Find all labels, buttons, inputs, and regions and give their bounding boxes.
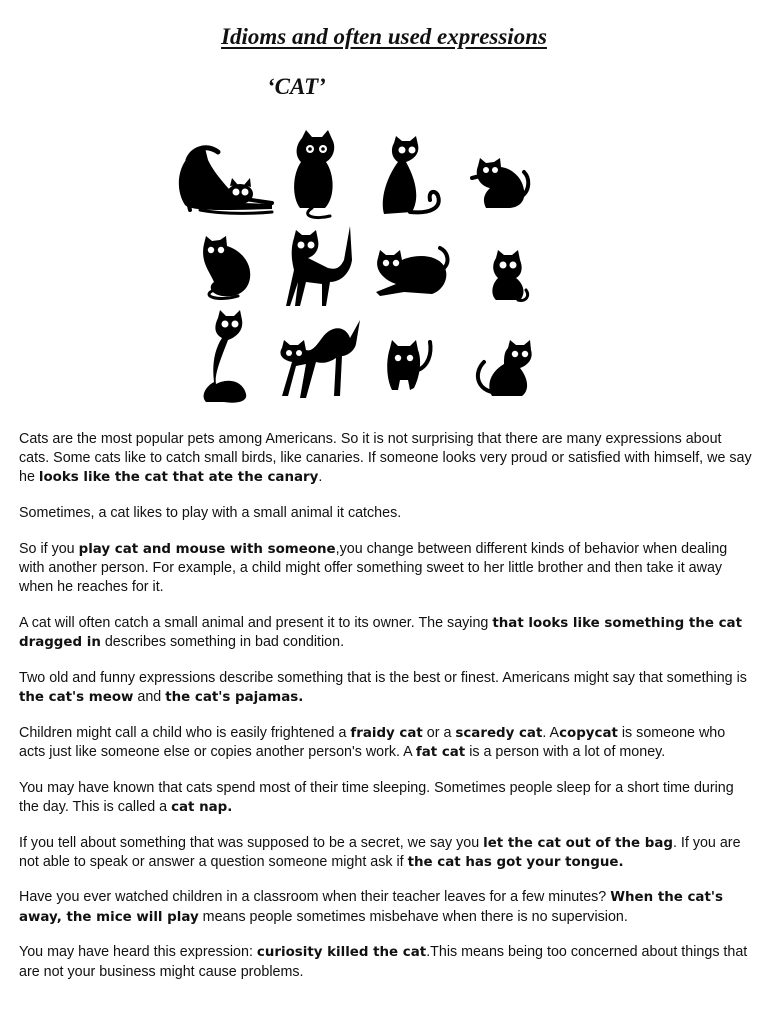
paragraph-text: If you tell about something that was supposed to be a secret, we say you (19, 834, 484, 851)
paragraph (19, 724, 754, 762)
paragraph (19, 430, 754, 488)
paragraph-text: You may have known that cats spend most of their time sleeping. Sometimes people sleep for a short time during the day. This is called a (19, 779, 734, 815)
paragraph-text: Children might call a child who is easily frightened a (19, 724, 351, 741)
idiom-phrase: cat nap. (171, 799, 233, 815)
paragraph (19, 834, 754, 872)
idiom-phrase: the cat's meow (19, 690, 134, 706)
paragraph-text: or a (422, 724, 456, 741)
sitting-cat-icon (294, 130, 334, 218)
paragraph (19, 779, 754, 817)
page-subtitle: ‘CAT’ (267, 74, 326, 99)
paragraph-text: describes something in bad condition. (100, 634, 345, 651)
paragraph-text: Have you ever watched children in a classroom when their teacher leaves for a few minutes? (19, 889, 611, 906)
paragraph-text: So if you (19, 540, 79, 557)
paragraph-text: is a person with a lot of money. (465, 743, 666, 760)
crouching-cat-icon (376, 248, 447, 296)
paragraph-text: . A (542, 724, 560, 741)
paragraph (19, 943, 754, 981)
idiom-phrase: that looks like something the cat dragged in (19, 615, 742, 651)
standing-cat-icon (286, 226, 352, 306)
paragraph (19, 614, 754, 652)
idiom-phrase: scaredy cat (455, 725, 543, 741)
paragraph-text: means people sometimes misbehave when there is no supervision. (198, 908, 628, 925)
boxy-cat-icon (387, 340, 430, 390)
page-title: Idioms and often used expressions (221, 24, 547, 49)
paragraph-text: You may have heard this expression: (19, 944, 257, 961)
looking-back-cat-icon (478, 340, 532, 396)
paragraph-text: Cats are the most popular pets among Americans. So it is not surprising that there are many expressions about cats. Some cats like to catch small birds, like canaries. If someone looks very proud or satisfied with himself, we say he (19, 431, 752, 486)
idiom-phrase: curiosity killed the cat (256, 945, 427, 961)
paragraph-text: Two old and funny expressions describe something that is the best or finest. Americans might say that something is (19, 669, 747, 686)
paragraph-text: is someone who acts just like someone else or copies another person's work. A (19, 724, 726, 760)
paragraph-text: .This means being too concerned about things that are not your business might cause problems. (19, 944, 748, 980)
paragraph-text: A cat will often catch a small animal and present it to its owner. The saying (19, 614, 493, 631)
paragraph-text: Sometimes, a cat likes to play with a small animal it catches. (19, 505, 402, 522)
paragraph (19, 504, 754, 523)
paragraph (19, 669, 754, 707)
small-sitting-cat-icon (492, 250, 527, 300)
idiom-phrase: looks like the cat that ate the canary (38, 470, 319, 486)
idiom-phrase: the cat's pajamas. (165, 690, 304, 706)
paragraph-text: . (318, 469, 323, 486)
stretching-cat-icon (179, 148, 272, 213)
idiom-phrase: play cat and mouse with someone (78, 541, 336, 557)
tall-sitting-cat-icon (204, 310, 247, 403)
article-body (19, 430, 754, 998)
idiom-phrase: fraidy cat (350, 725, 423, 741)
idiom-phrase: the cat has got your tongue. (407, 854, 624, 870)
curled-cat-icon (203, 236, 250, 298)
grooming-cat-icon (472, 158, 528, 208)
cat-illustration (0, 0, 768, 420)
idiom-phrase: fat cat (415, 744, 466, 760)
arched-back-cat-icon (280, 320, 360, 398)
idiom-phrase: let the cat out of the bag (483, 835, 673, 851)
paragraph (19, 888, 754, 926)
paragraph-text: ,you change between different kinds of behavior when dealing with another person. For example, a child might offer something sweet to her little brother and then take it away when he reaches for it. (19, 540, 728, 596)
paragraph (19, 540, 754, 598)
paragraph-text: . If you are not able to speak or answer a question someone might ask if (19, 834, 741, 870)
paragraph-text: and (133, 689, 166, 706)
idiom-phrase: copycat (559, 725, 618, 741)
side-sitting-cat-icon (383, 136, 439, 214)
idiom-phrase: When the cat's away, the mice will play (19, 890, 723, 925)
